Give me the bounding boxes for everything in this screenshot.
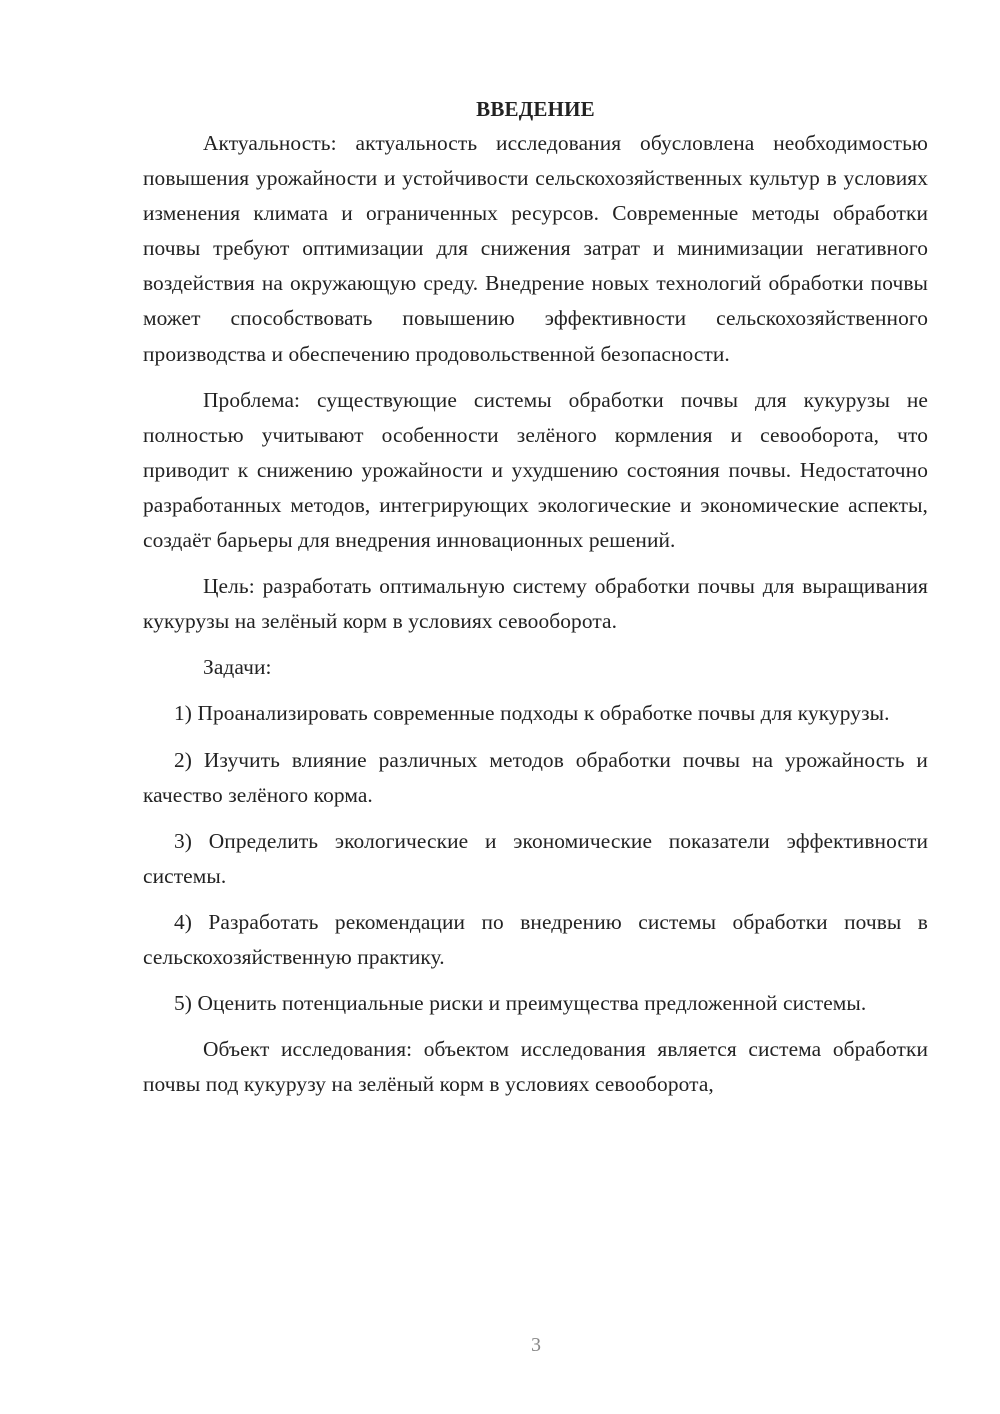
relevance-paragraph: Актуальность: актуальность исследования обусловлена необходимостью повышения урожайности и устойчивости сельскохозяйственных культур в условиях изменения климата и ограниченных ресурсов. Современные методы обработки почвы требуют оптимизации для снижения затрат и минимизации негативного воздействия на окружающую среду. Внедрение новых технологий обработки почвы может способствовать повышению эффективности сельскохозяйственного производства и обеспечению продовольственной безопасности. <box>143 131 928 366</box>
task-item: 1) Проанализировать современные подходы к обработке почвы для кукурузы. <box>174 701 890 726</box>
page-number: 3 <box>531 1334 541 1356</box>
task-item: 5) Оценить потенциальные риски и преимущества предложенной системы. <box>174 991 867 1016</box>
object-paragraph: Объект исследования: объектом исследования является система обработки почвы под кукурузу на зелёный корм в условиях севооборота, <box>143 1037 928 1097</box>
document-page <box>143 92 928 1102</box>
task-item: 2) Изучить влияние различных методов обработки почвы на урожайность и качество зелёного корма. <box>143 747 928 807</box>
task-item: 3) Определить экологические и экономические показатели эффективности системы. <box>143 828 928 888</box>
goal-paragraph: Цель: разработать оптимальную систему обработки почвы для выращивания кукурузы на зелёный корм в условиях севооборота. <box>143 574 928 634</box>
section-title: ВВЕДЕНИЕ <box>476 97 595 121</box>
task-item: 4) Разработать рекомендации по внедрению системы обработки почвы в сельскохозяйственную практику. <box>143 909 928 969</box>
problem-paragraph: Проблема: существующие системы обработки почвы для кукурузы не полностью учитывают особенности зелёного кормления и севооборота, что приводит к снижению урожайности и ухудшению состояния почвы. Недостаточно разработанных методов, интегрирующих экологические и экономические аспекты, создаёт барьеры для внедрения инновационных решений. <box>143 387 928 553</box>
tasks-label: Задачи: <box>203 655 272 680</box>
